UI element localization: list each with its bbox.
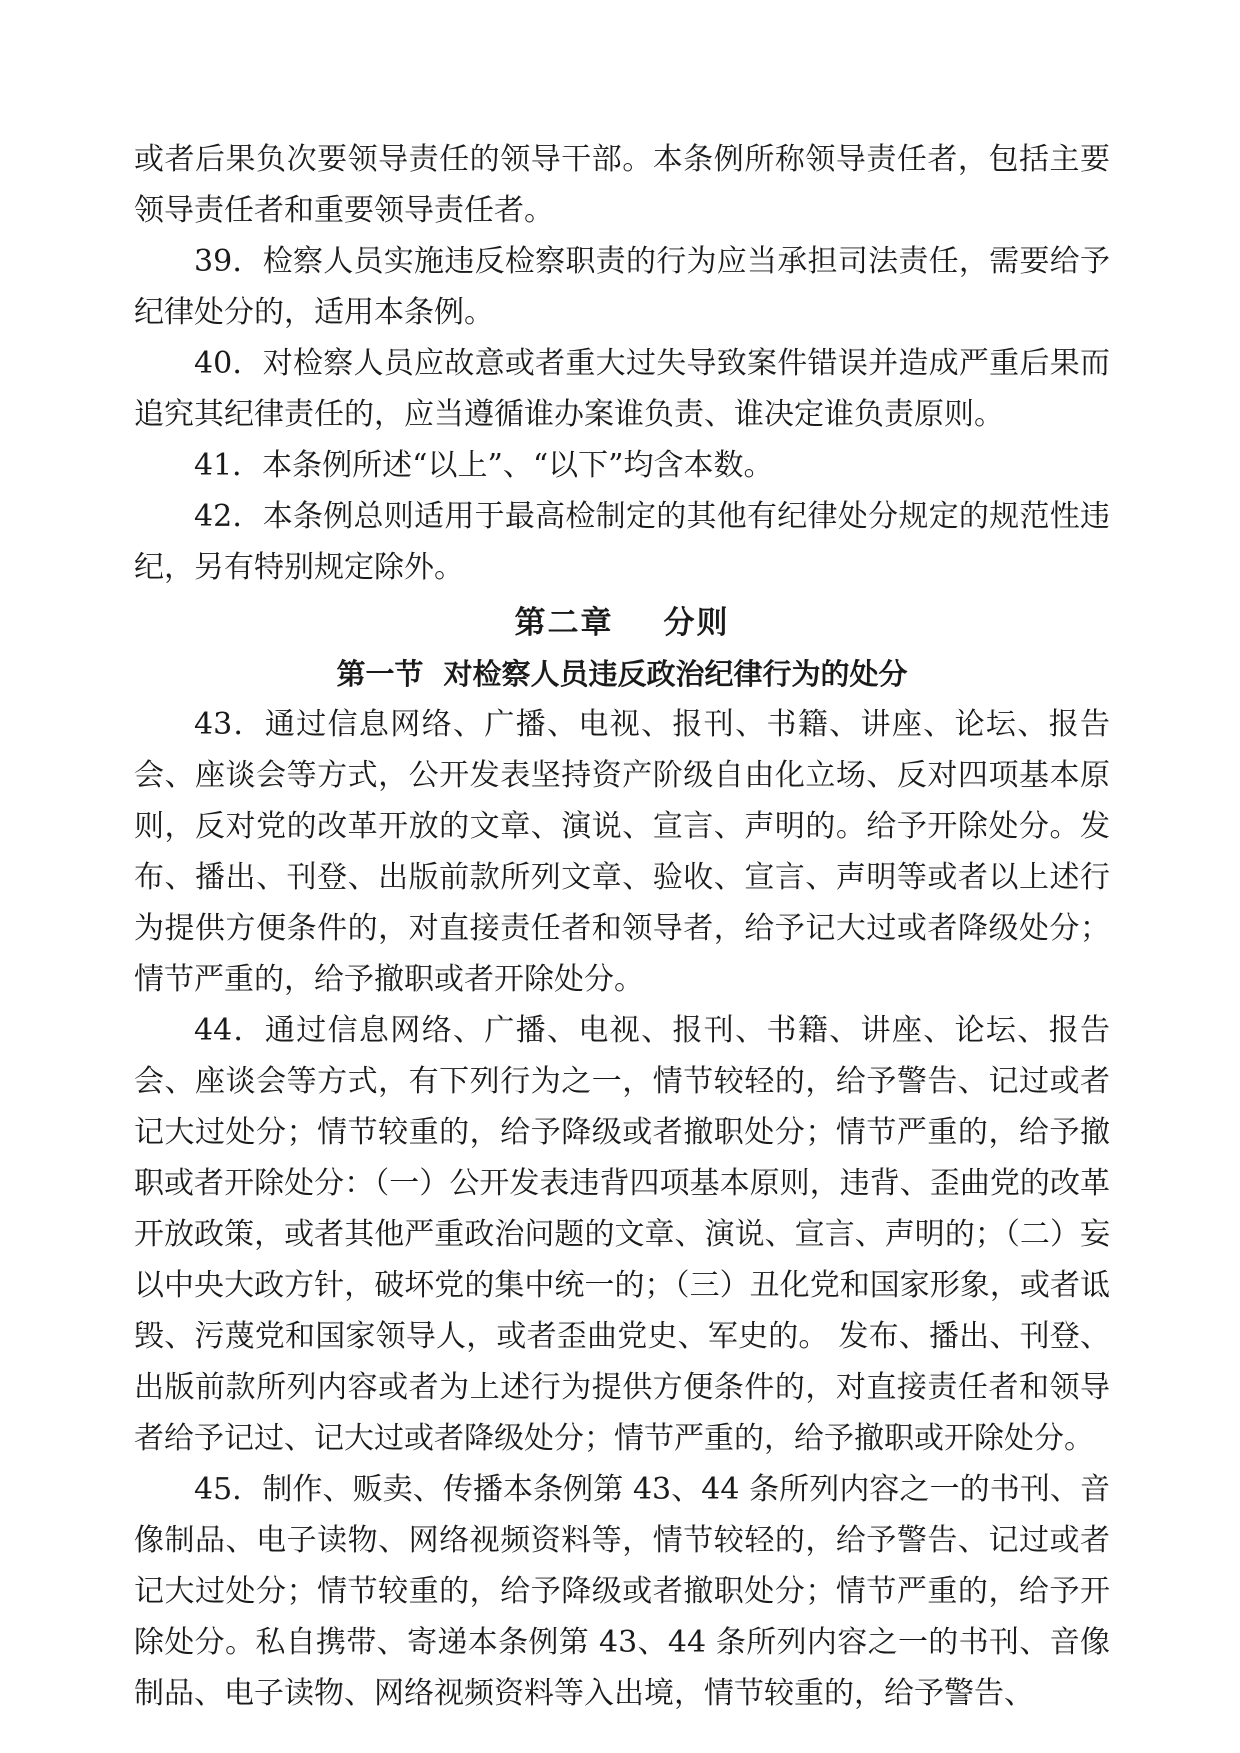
section-title: 对检察人员违反政治纪律行为的处分 [443,657,908,691]
paragraph-42: 42．本条例总则适用于最高检制定的其他有纪律处分规定的规范性违纪，另有特别规定除外。 [134,499,1110,585]
paragraph-continuation: 或者后果负次要领导责任的领导干部。本条例所称领导责任者，包括主要领导责任者和重要领导责任者。 [134,142,1110,228]
chapter-title: 分则 [663,605,730,641]
paragraph-41: 41．本条例所述“以上”、“以下”均含本数。 [194,448,774,483]
document-page [134,134,1110,1719]
paragraph-44: 44．通过信息网络、广播、电视、报刊、书籍、讲座、论坛、报告会、座谈会等方式，有下列行为之一，情节较轻的，给予警告、记过或者记大过处分；情节较重的，给予降级或者撤职处分；情节严重的，给予撤职或者开除处分：（一）公开发表违背四项基本原则，违背、歪曲党的改革开放政策，或者其他严重政治问题的文章、演说、宣言、声明的；（二）妄以中央大政方针，破坏党的集中统一的；（三）丑化党和国家形象，或者诋毁、污蔑党和国家领导人，或者歪曲党史、军史的。 发布、播出、刊登、出版前款所列内容或者为上述行为提供方便条件的，对直接责任者和领导者给予记过、记大过或者降级处分；情节严重的，给予撤职或开除处分。 [134,1013,1110,1456]
chapter-heading [134,597,1110,649]
chapter-number: 第二章 [514,605,614,641]
paragraph-40: 40．对检察人员应故意或者重大过失导致案件错误并造成严重后果而追究其纪律责任的，应当遵循谁办案谁负责、谁决定谁负责原则。 [134,346,1110,432]
paragraphs-bottom [134,699,1110,1719]
paragraph-45: 45．制作、贩卖、传播本条例第 43、44 条所列内容之一的书刊、音像制品、电子读物、网络视频资料等，情节较轻的，给予警告、记过或者记大过处分；情节较重的，给予降级或者撤职处分；情节严重的，给予开除处分。私自携带、寄递本条例第 43、44 条所列内容之一的书刊、音像制品、电子读物、网络视频资料等入出境，情节较重的，给予警告、 [134,1472,1110,1711]
paragraph-39: 39．检察人员实施违反检察职责的行为应当承担司法责任，需要给予纪律处分的，适用本条例。 [134,244,1110,330]
section-number: 第一节 [336,657,424,691]
section-heading [134,649,1110,699]
paragraph-43: 43．通过信息网络、广播、电视、报刊、书籍、讲座、论坛、报告会、座谈会等方式，公开发表坚持资产阶级自由化立场、反对四项基本原则，反对党的改革开放的文章、演说、宣言、声明的。给予开除处分。发布、播出、刊登、出版前款所列文章、验收、宣言、声明等或者以上述行为提供方便条件的，对直接责任者和领导者，给予记大过或者降级处分；情节严重的，给予撤职或者开除处分。 [134,707,1110,997]
paragraphs-top [134,134,1110,593]
